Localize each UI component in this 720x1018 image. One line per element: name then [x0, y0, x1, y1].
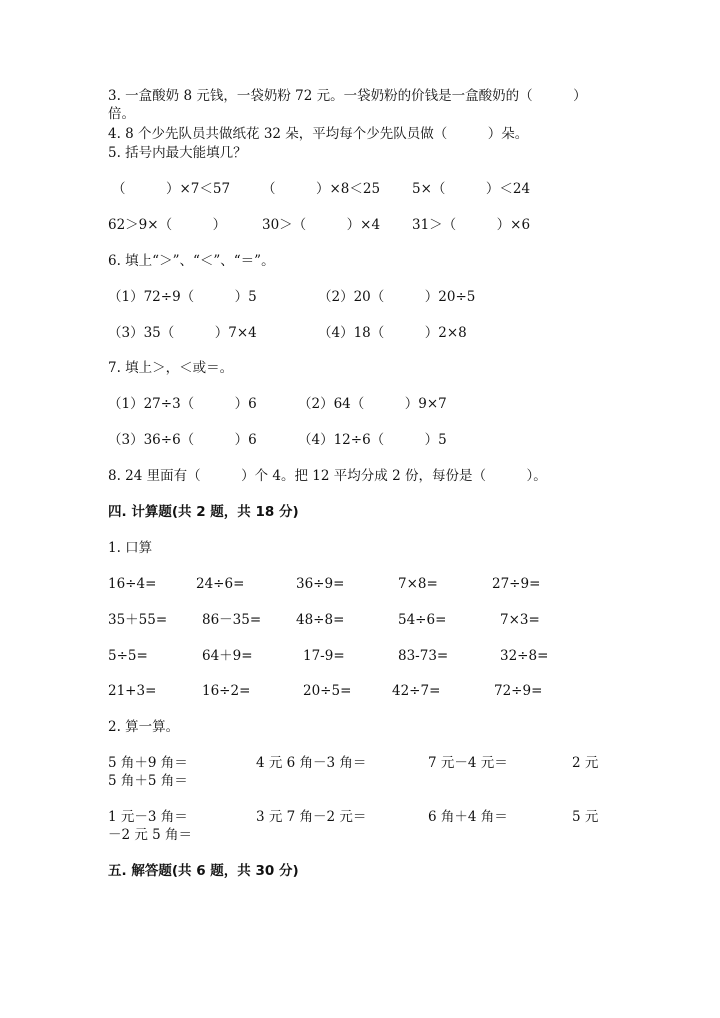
q7-r2-item1: （3）36÷6（ ）6	[108, 432, 257, 448]
q7-r1-item1: （1）27÷3（ ）6	[108, 396, 257, 412]
section4-title: 四. 计算题(共 2 题，共 18 分)	[108, 504, 299, 520]
q4-text: 4. 8 个少先队员共做纸花 32 朵，平均每个少先队员做（ ）朵。	[108, 126, 529, 142]
section4-p2-title: 2. 算一算。	[108, 719, 180, 735]
oral-r4-c3: 20÷5=	[303, 683, 352, 699]
oral-r4-c1: 21+3=	[108, 683, 157, 699]
money-r1-c3: 7 元－4 元＝	[428, 755, 508, 771]
oral-r2-c2: 86－35=	[202, 612, 262, 628]
money-r2-c1: 1 元－3 角＝	[108, 809, 188, 825]
oral-r2-c4: 54÷6=	[398, 612, 447, 628]
q5-r1-item3: 5×（ ）＜24	[412, 181, 531, 197]
oral-r4-c4: 42÷7=	[392, 683, 441, 699]
money-r1-c2: 4 元 6 角－3 角＝	[256, 755, 367, 771]
q3-line1: 3. 一盒酸奶 8 元钱，一袋奶粉 72 元。一袋奶粉的价钱是一盒酸奶的（ ）	[108, 88, 587, 104]
oral-r1-c4: 7×8=	[398, 576, 438, 592]
q5-r1-item2: （ ）×8＜25	[262, 181, 381, 197]
oral-r2-c3: 48÷8=	[296, 612, 345, 628]
q6-r1-item1: （1）72÷9（ ）5	[108, 289, 257, 305]
oral-r3-c4: 83-73=	[398, 648, 449, 664]
q6-r1-item2: （2）20（ ）20÷5	[318, 289, 476, 305]
q6-r2-item2: （4）18（ ）2×8	[318, 325, 467, 341]
oral-r2-c1: 35＋55=	[108, 612, 168, 628]
section4-p1-title: 1. 口算	[108, 540, 153, 556]
q6-r2-item1: （3）35（ ）7×4	[108, 325, 257, 341]
money-r2-c4: 5 元	[572, 809, 599, 825]
oral-r1-c2: 24÷6=	[196, 576, 245, 592]
q8-text: 8. 24 里面有（ ）个 4。把 12 平均分成 2 份，每份是（ ）。	[108, 468, 547, 484]
oral-r4-c5: 72÷9=	[494, 683, 543, 699]
money-r1-c4: 2 元	[572, 755, 599, 771]
oral-r3-c2: 64＋9=	[202, 648, 253, 664]
money-r2-wrap: －2 元 5 角＝	[108, 827, 193, 843]
money-r2-c2: 3 元 7 角－2 元＝	[256, 809, 367, 825]
oral-r1-c3: 36÷9=	[296, 576, 345, 592]
money-r2-c3: 6 角＋4 角＝	[428, 809, 508, 825]
oral-r1-c1: 16÷4=	[108, 576, 157, 592]
section5-title: 五. 解答题(共 6 题，共 30 分)	[108, 863, 299, 879]
oral-r1-c5: 27÷9=	[492, 576, 541, 592]
oral-r2-c5: 7×3=	[500, 612, 540, 628]
q5-r2-item2: 30＞（ ）×4	[262, 217, 381, 233]
q5-r1-item1: （ ）×7＜57	[112, 181, 231, 197]
q7-r1-item2: （2）64（ ）9×7	[298, 396, 447, 412]
q5-r2-item3: 31＞（ ）×6	[412, 217, 531, 233]
q5-title: 5. 括号内最大能填几？	[108, 145, 247, 161]
oral-r3-c1: 5÷5=	[108, 648, 148, 664]
oral-r3-c3: 17-9=	[303, 648, 345, 664]
money-r1-c1: 5 角＋9 角＝	[108, 755, 188, 771]
oral-r3-c5: 32÷8=	[500, 648, 549, 664]
oral-r4-c2: 16÷2=	[202, 683, 251, 699]
q7-title: 7. 填上＞，＜或＝。	[108, 360, 234, 376]
q5-r2-item1: 62＞9×（ ）	[108, 217, 227, 233]
money-r1-wrap: 5 角＋5 角＝	[108, 773, 188, 789]
q6-title: 6. 填上“＞”、“＜”、“＝”。	[108, 253, 275, 269]
q7-r2-item2: （4）12÷6（ ）5	[298, 432, 447, 448]
q3-line2: 倍。	[108, 106, 135, 122]
